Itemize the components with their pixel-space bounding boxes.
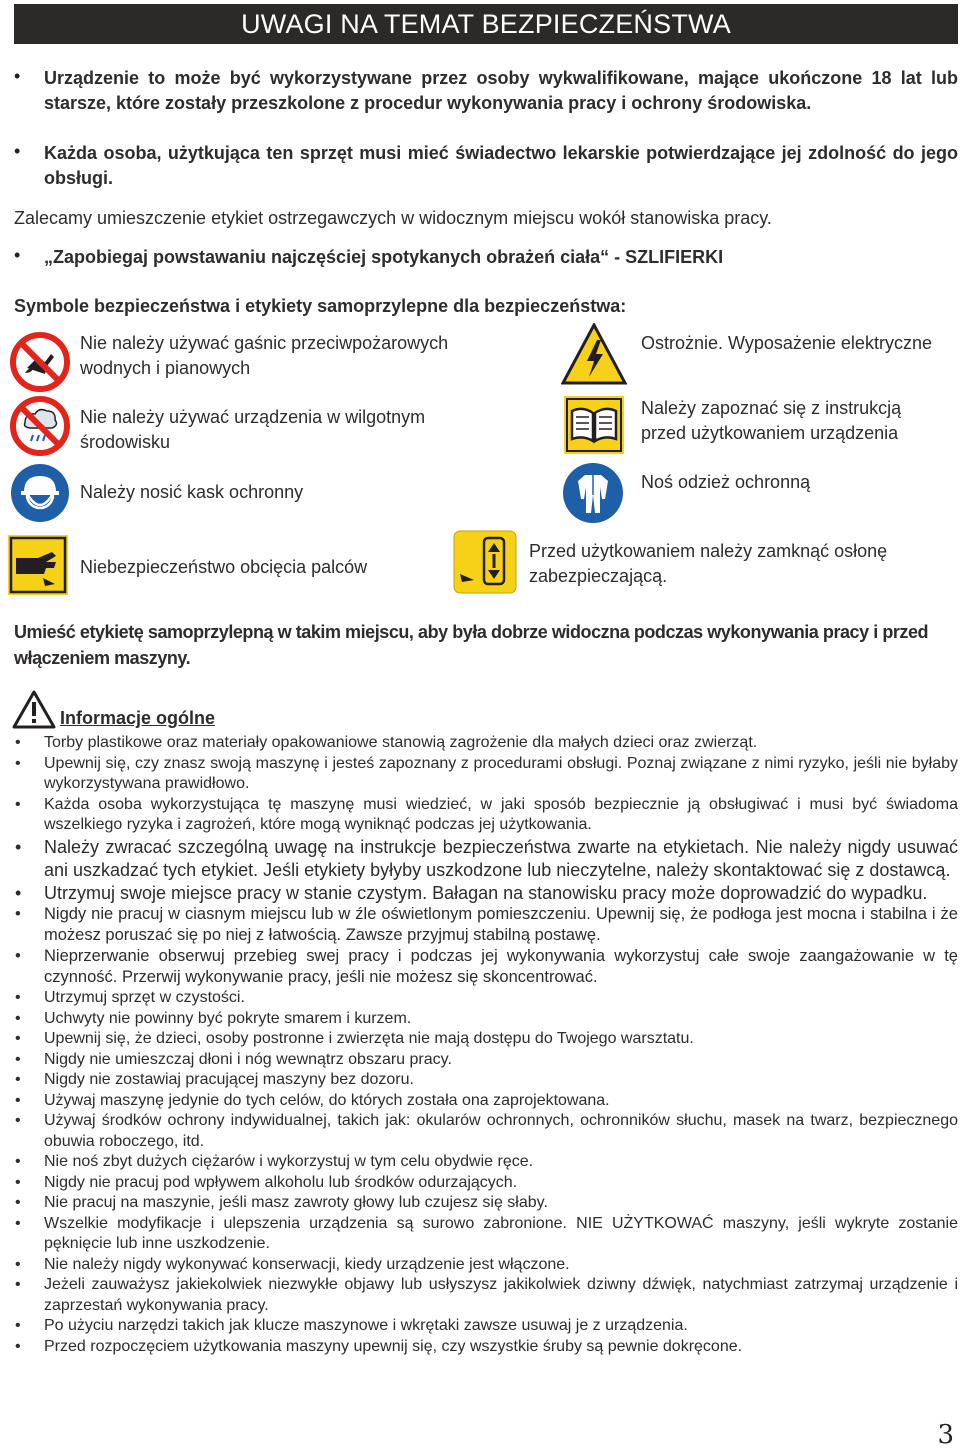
placement-note: Umieść etykietę samoprzylepną w takim miejscu, aby była dobrze widoczna podczas wykonywania pracy i przed włączeniem maszyny. xyxy=(14,622,929,668)
no-humidity-icon xyxy=(9,395,71,457)
no-extinguisher-icon xyxy=(9,331,71,393)
page-number: 3 xyxy=(937,1420,954,1450)
list-item: • Uchwyty nie powinny być pokryte smarem i kurzem. xyxy=(15,1009,412,1027)
page-title: UWAGI NA TEMAT BEZPIECZEŃSTWA xyxy=(14,4,958,44)
list-item: • Utrzymuj swoje miejsce pracy w stanie czystym. Bałagan na stanowisku pracy może doprowadzić do wypadku. xyxy=(15,882,928,903)
list-item: • Przed rozpoczęciem użytkowania maszyny upewnij się, czy wszystkie śruby są pewnie dokręcone. xyxy=(15,1337,743,1355)
symbols-heading: Symbole bezpieczeństwa i etykiety samoprzylepne dla bezpieczeństwa: xyxy=(14,296,627,316)
list-item: • Nieprzerwanie obserwuj przebieg swej pracy i podczas jej wykonywania wykorzystuj całe swoje zaangażowanie w tę czynność. Przerwij wykonywanie pracy, jeśli nie możesz się skoncentrować. xyxy=(15,947,958,986)
electric-warning-icon xyxy=(561,323,627,385)
list-item: • Utrzymuj sprzęt w czystości. xyxy=(15,989,245,1006)
list-item: • Należy zwracać szczególną uwagę na instrukcje bezpieczeństwa zwarte na etykietach. Nie należy nigdy usuwać ani uszkadzać tych etykiet. Jeśli etykiety byłyby uszkodzone lub nieczytelne, należy skontaktować się z dostawcą. xyxy=(15,836,958,880)
list-item: • Upewnij się, czy znasz swoją maszynę i jesteś zapoznany z procedurami obsługi. Poznaj związane z nimi ryzyko, jeśli nie byłaby wykorzystywana prawidłowo. xyxy=(15,754,958,792)
guard-icon xyxy=(453,530,517,594)
list-item: • Nigdy nie pracuj pod wpływem alkoholu lub środków odurzających. xyxy=(15,1173,518,1191)
symbol-text-electric: Ostrożnie. Wyposażenie elektryczne xyxy=(641,333,932,353)
list-item: • Nigdy nie zostawiaj pracującej maszyny bez dozoru. xyxy=(15,1071,414,1088)
warning-triangle-icon xyxy=(12,690,56,730)
list-item: • Jeżeli zauważysz jakiekolwiek niezwykłe objawy lub usłyszysz jakikolwiek dziwny dźwięk, natychmiast zatrzymaj urządzenie i zaprzestań wykonywania pracy. xyxy=(15,1276,958,1314)
symbol-text-finger: Niebezpieczeństwo obcięcia palców xyxy=(80,557,368,577)
intro-item-qualified: Urządzenie to może być wykorzystywane przez osoby wykwalifikowane, mające ukończone 18 lat lub starsze, które zostały przeszkolone z procedur wykonywania pracy i ochrony środowiska. xyxy=(44,68,958,113)
list-item: • Nie należy nigdy wykonywać konserwacji, kiedy urządzenie jest włączone. xyxy=(15,1255,570,1273)
list-item: • Nigdy nie pracuj w ciasnym miejscu lub w źle oświetlonym pomieszczeniu. Upewnij się, że podłoga jest mocna i stabilna i że możesz poruszać się po niej z łatwością. Zawsze przyjmuj stabilną postawę. xyxy=(15,905,958,944)
list-item: • Wszelkie modyfikacje i ulepszenia urządzenia są surowo zabronione. NIE UŻYTKOWAĆ maszyny, jeśli wykryte zostanie pęknięcie lub inne uszkodzenie. xyxy=(15,1214,958,1252)
general-list xyxy=(14,733,958,1357)
manual-icon xyxy=(563,395,625,455)
list-item: • Nie pracuj na maszynie, jeśli masz zawroty głowy lub czujesz się słaby. xyxy=(15,1194,548,1211)
list-item: • Nigdy nie umieszczaj dłoni i nóg wewnątrz obszaru pracy. xyxy=(15,1050,452,1068)
symbol-text-guard: Przed użytkowaniem należy zamknąć osłonę zabezpieczającą. xyxy=(529,541,888,586)
list-item: • Po użyciu narzędzi takich jak klucze maszynowe i wkrętaki zawsze usuwaj je z urządzenia. xyxy=(15,1317,688,1334)
labels-note: Zalecamy umieszczenie etykiet ostrzegawczych w widocznym miejscu wokół stanowiska pracy. xyxy=(14,208,772,228)
symbol-text-extinguisher: Nie należy używać gaśnic przeciwpożarowych wodnych i pianowych xyxy=(80,333,449,378)
bullet: • xyxy=(14,141,21,161)
bullet: • xyxy=(14,245,21,265)
list-item: • Torby plastikowe oraz materiały opakowaniowe stanowią zagrożenie dla małych dzieci oraz zwierząt. xyxy=(15,734,758,751)
list-item: • Nie noś zbyt dużych ciężarów i wykorzystuj w tym celu obydwie ręce. xyxy=(15,1153,534,1170)
general-heading: Informacje ogólne xyxy=(60,708,216,728)
finger-cut-icon xyxy=(7,534,69,596)
symbol-text-humidity: Nie należy używać urządzenia w wilgotnym środowisku xyxy=(80,407,426,452)
intro-item-injuries: „Zapobiegaj powstawaniu najczęściej spotykanych obrażeń ciała“ - SZLIFIERKI xyxy=(44,247,724,267)
symbol-text-clothing: Noś odzież ochronną xyxy=(641,472,811,492)
list-item: • Upewnij się, że dzieci, osoby postronne i zwierzęta nie mają dostępu do Twojego warsztatu. xyxy=(15,1030,694,1047)
list-item: • Używaj środków ochrony indywidualnej, takich jak: okularów ochronnych, ochronników słuchu, masek na twarz, bezpiecznego obuwia roboczego, itd. xyxy=(15,1112,958,1150)
intro-item-medical: Każda osoba, użytkująca ten sprzęt musi mieć świadectwo lekarskie potwierdzające jej zdolność do jego obsługi. xyxy=(44,143,958,188)
list-item: • Używaj maszynę jedynie do tych celów, do których została ona zaprojektowana. xyxy=(15,1091,610,1109)
protective-clothing-icon xyxy=(561,461,625,525)
symbol-text-helmet: Należy nosić kask ochronny xyxy=(80,482,304,502)
helmet-icon xyxy=(9,462,71,524)
list-item: • Każda osoba wykorzystująca tę maszynę musi wiedzieć, w jaki sposób bezpiecznie ją obsługiwać i musi być świadoma wszelkiego ryzyka i zagrożeń, które mogą wyniknąć podczas jej użytkowania. xyxy=(15,795,958,833)
bullet: • xyxy=(14,66,21,86)
symbol-text-manual: Należy zapoznać się z instrukcją przed użytkowaniem urządzenia xyxy=(641,398,902,443)
